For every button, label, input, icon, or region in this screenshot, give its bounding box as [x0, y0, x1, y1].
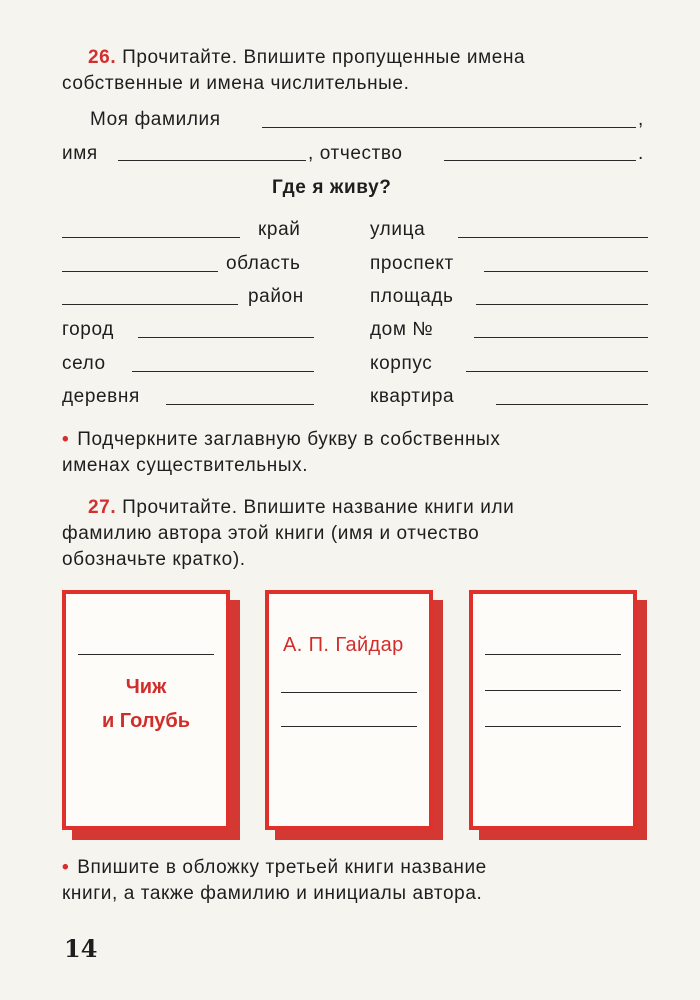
exercise-27-title: [88, 496, 514, 520]
derevnya-blank[interactable]: [166, 404, 314, 405]
exercise-26-note-line1: • Подчеркните заглавную букву в собственных: [62, 429, 501, 450]
label-ploshchad: площадь: [370, 286, 454, 307]
book3-blank-1[interactable]: [485, 654, 621, 655]
book2-blank-1[interactable]: [281, 692, 417, 693]
kvartira-blank[interactable]: [496, 404, 648, 405]
ploshchad-blank[interactable]: [476, 304, 648, 305]
name-blank[interactable]: [118, 160, 306, 161]
address-heading: Где я живу?: [272, 177, 392, 198]
exercise-27-line2: фамилию автора этой книги (имя и отчество: [62, 523, 480, 544]
book1-title-line2: и Голубь: [101, 710, 191, 732]
ulitsa-blank[interactable]: [458, 237, 648, 238]
exercise-26-note-line2: именах существительных.: [62, 455, 309, 476]
patronymic-label: , отчество: [308, 143, 403, 164]
textbook-page: 26. Прочитайте. Впишите пропущенные имена собственные и имена числительные. Моя фамилия , имя , отчество . Где я живу? край область район город село деревня улица проспект площадь дом № корпус квартира • Подчеркните заглавную букву в собственных именах существительных. 27. Прочитайте. Впишите название книги или фамилию автора этой книги (имя и отчество обозначьте кратко). Чиж и Голубь А. П. Гайдар • Впишите в обложку третьей книги название книги, а также фамилию и инициалы автора. 14: [0, 0, 700, 1000]
label-derevnya: деревня: [62, 386, 140, 407]
exercise-26-number: 26.: [88, 47, 117, 68]
prospekt-blank[interactable]: [484, 271, 648, 272]
exercise-27-note-line1: • Впишите в обложку третьей книги название: [62, 857, 487, 878]
selo-blank[interactable]: [132, 371, 314, 372]
book1-blank[interactable]: [78, 654, 214, 655]
exercise-26-line2: собственные и имена числительные.: [62, 73, 410, 94]
exercise-26-title: [88, 46, 525, 70]
book1-title-line1: Чиж: [125, 676, 167, 698]
patronymic-blank[interactable]: [444, 160, 636, 161]
label-krai: край: [258, 219, 301, 240]
label-dom: дом №: [370, 319, 434, 340]
label-kvartira: квартира: [370, 386, 455, 407]
exercise-27-number: 27.: [88, 497, 117, 518]
dom-blank[interactable]: [474, 337, 648, 338]
raion-blank[interactable]: [62, 304, 238, 305]
book2-author: А. П. Гайдар: [283, 634, 404, 656]
book2-blank-2[interactable]: [281, 726, 417, 727]
label-korpus: корпус: [370, 353, 433, 374]
book-cover-3: [469, 590, 637, 830]
book-cover-1: [62, 590, 230, 830]
exercise-27-line1: Прочитайте. Впишите название книги или: [122, 497, 515, 518]
label-oblast: область: [226, 253, 301, 274]
label-ulitsa: улица: [370, 219, 426, 240]
surname-label: Моя фамилия: [90, 109, 221, 130]
label-selo: село: [62, 353, 106, 374]
label-gorod: город: [62, 319, 114, 340]
exercise-26-line1: Прочитайте. Впишите пропущенные имена: [122, 47, 526, 68]
book-cover-2: [265, 590, 433, 830]
name-label: имя: [62, 143, 98, 164]
exercise-27-line3: обозначьте кратко).: [62, 549, 246, 570]
exercise-27-note-line2: книги, а также фамилию и инициалы автора.: [62, 883, 483, 904]
oblast-blank[interactable]: [62, 271, 218, 272]
surname-blank[interactable]: [262, 127, 636, 128]
label-raion: район: [248, 286, 304, 307]
krai-blank[interactable]: [62, 237, 240, 238]
page-number: 14: [64, 934, 98, 963]
book3-blank-2[interactable]: [485, 690, 621, 691]
book3-blank-3[interactable]: [485, 726, 621, 727]
korpus-blank[interactable]: [466, 371, 648, 372]
label-prospekt: проспект: [370, 253, 454, 274]
gorod-blank[interactable]: [138, 337, 314, 338]
